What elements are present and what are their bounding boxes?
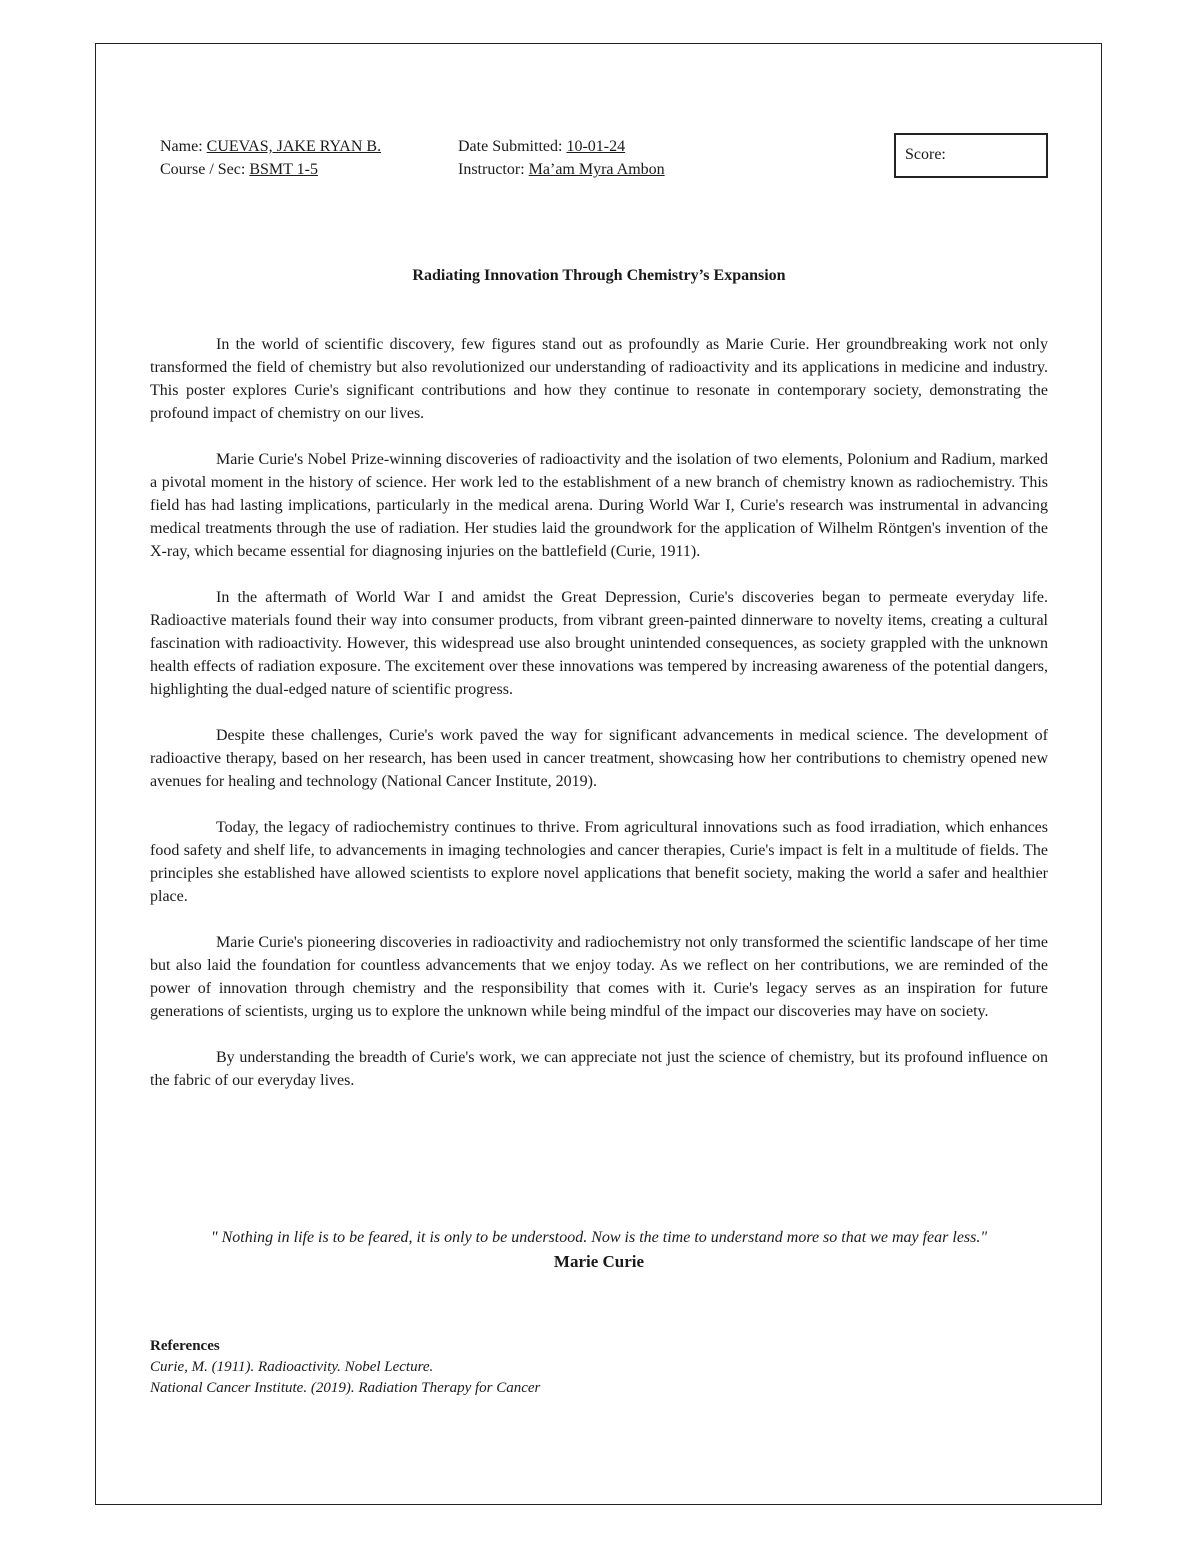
date-line bbox=[458, 135, 665, 158]
course-value: BSMT 1-5 bbox=[249, 161, 318, 178]
name-value: CUEVAS, JAKE RYAN B. bbox=[206, 138, 382, 155]
course-label: Course / Sec: bbox=[160, 161, 250, 178]
student-info bbox=[160, 135, 381, 181]
name-line bbox=[160, 135, 381, 158]
reference-item: National Cancer Institute. (2019). Radiation Therapy for Cancer bbox=[150, 1380, 541, 1396]
paragraph: By understanding the breadth of Curie's work, we can appreciate not just the science of chemistry, but its profound influence on the fabric of our everyday lives. bbox=[150, 1049, 1048, 1089]
quote-block bbox=[150, 1226, 1048, 1274]
paragraph: In the aftermath of World War I and amidst the Great Depression, Curie's discoveries began to permeate everyday life. Radioactive materials found their way into consumer products, from vibrant green-painted dinnerware to novelty items, creating a cultural fascination with radioactivity. However, this widespread use also brought unintended consequences, as society grappled with the unknown health effects of radiation exposure. The excitement over these innovations was tempered by increasing awareness of the potential dangers, highlighting the dual-edged nature of scientific progress. bbox=[150, 589, 1048, 698]
instructor-line bbox=[458, 158, 665, 181]
score-box bbox=[894, 133, 1048, 178]
reference-item: Curie, M. (1911). Radioactivity. Nobel Lecture. bbox=[150, 1359, 434, 1375]
instructor-value: Ma’am Myra Ambon bbox=[528, 161, 665, 178]
paragraph: Despite these challenges, Curie's work paved the way for significant advancements in medical science. The development of radioactive therapy, based on her research, has been used in cancer treatment, showcasing how her contributions to chemistry opened new avenues for healing and technology (National Cancer Institute, 2019). bbox=[150, 727, 1048, 790]
paragraph: Marie Curie's pioneering discoveries in radioactivity and radiochemistry not only transformed the scientific landscape of her time but also laid the foundation for countless advancements that we enjoy today. As we reflect on her contributions, we are reminded of the power of innovation through chemistry and the responsibility that comes with it. Curie's legacy serves as an inspiration for future generations of scientists, urging us to explore the unknown while being mindful of the impact our discoveries may have on society. bbox=[150, 934, 1048, 1020]
name-label: Name: bbox=[160, 138, 207, 155]
instructor-label: Instructor: bbox=[458, 161, 529, 178]
score-label: Score: bbox=[905, 146, 946, 163]
essay-title: Radiating Innovation Through Chemistry’s Expansion bbox=[412, 267, 786, 284]
essay-body bbox=[150, 333, 1048, 1115]
paragraph: In the world of scientific discovery, few figures stand out as profoundly as Marie Curie. Her groundbreaking work not only transformed the field of chemistry but also revolutionized our understanding of radioactivity and its applications in medicine and industry. This poster explores Curie's significant contributions and how they continue to resonate in contemporary society, demonstrating the profound impact of chemistry on our lives. bbox=[150, 336, 1048, 422]
references-heading: References bbox=[150, 1338, 220, 1354]
paragraph: Today, the legacy of radiochemistry continues to thrive. From agricultural innovations such as food irradiation, which enhances food safety and shelf life, to advancements in imaging technologies and cancer therapies, Curie's impact is felt in a multitude of fields. The principles she established have allowed scientists to explore novel applications that benefit society, making the world a safer and healthier place. bbox=[150, 819, 1048, 905]
references-section bbox=[150, 1336, 540, 1399]
date-label: Date Submitted: bbox=[458, 138, 567, 155]
submission-info bbox=[458, 135, 665, 181]
quote-text: " Nothing in life is to be feared, it is only to be understood. Now is the time to understand more so that we may fear less." bbox=[210, 1229, 988, 1246]
quote-author: Marie Curie bbox=[553, 1252, 645, 1271]
date-value: 10-01-24 bbox=[566, 138, 626, 155]
paragraph: Marie Curie's Nobel Prize-winning discoveries of radioactivity and the isolation of two elements, Polonium and Radium, marked a pivotal moment in the history of science. Her work led to the establishment of a new branch of chemistry known as radiochemistry. This field has had lasting implications, particularly in the medical arena. During World War I, Curie's research was instrumental in advancing medical treatments through the use of radiation. Her studies laid the groundwork for the application of Wilhelm Röntgen's invention of the X-ray, which became essential for diagnosing injuries on the battlefield (Curie, 1911). bbox=[150, 451, 1048, 560]
course-line bbox=[160, 158, 381, 181]
